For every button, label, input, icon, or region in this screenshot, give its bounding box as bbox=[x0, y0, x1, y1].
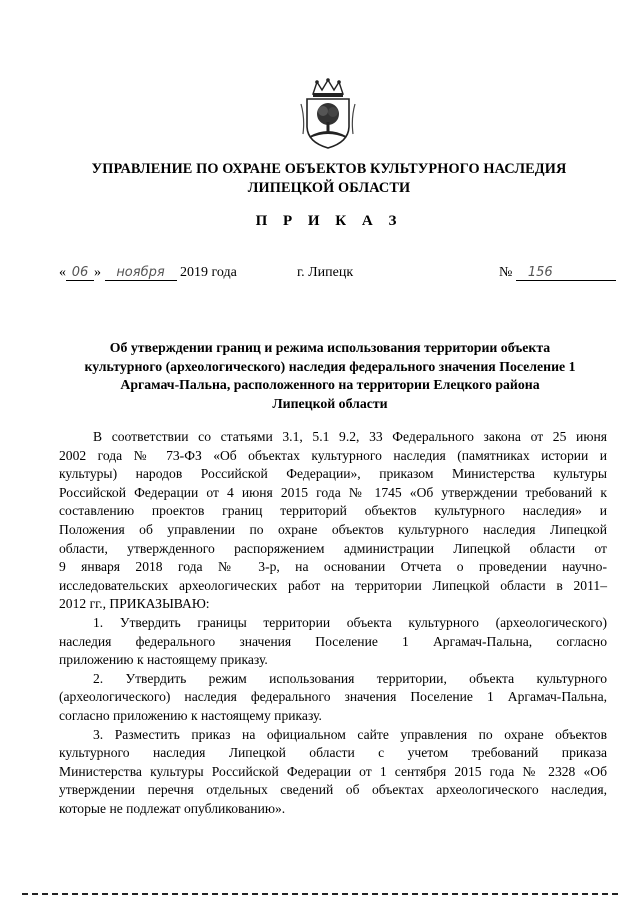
body-line: 2. Утвердить режим использования территории, объекта культурного bbox=[93, 670, 607, 686]
order-number: 156 bbox=[516, 265, 616, 281]
order-day: 06 bbox=[66, 265, 94, 281]
date-quote-close: » bbox=[94, 265, 101, 280]
subject-line: Аргамач-Пальна, расположенного на территории Елецкого района bbox=[120, 377, 540, 393]
org-header-line-2: ЛИПЕЦКОЙ ОБЛАСТИ bbox=[247, 180, 411, 196]
body-line: 2012 гг., ПРИКАЗЫВАЮ: bbox=[59, 596, 210, 612]
body-line: 2002 года № 73-ФЗ «Об объектах культурного наследия (памятниках истории и bbox=[59, 447, 607, 463]
body-line: составлению проектов границ территорий объектов культурного наследия» и bbox=[59, 503, 607, 519]
body-line: 3. Разместить приказ на официальном сайте управления по охране объектов bbox=[93, 726, 607, 742]
order-year: 2019 года bbox=[180, 265, 237, 280]
body-line: приложению к настоящему приказу. bbox=[59, 652, 268, 668]
order-month: ноября bbox=[105, 265, 177, 281]
body-line: согласно приложению к настоящему приказу. bbox=[59, 707, 322, 723]
body-line: утверждении перечня отдельных сведений об объектах археологического наследия, bbox=[59, 782, 607, 798]
subject-line: Об утверждении границ и режима использования территории объекта bbox=[109, 340, 551, 355]
body-line: (археологического) наследия федерального значения Поселение 1 Аргамач-Пальна, bbox=[59, 689, 607, 705]
body-line: Положения об управлении по охране объектов культурного наследия Липецкой bbox=[59, 521, 607, 537]
document-type-title: П Р И К А З bbox=[255, 213, 403, 229]
body-line: наследия федерального значения Поселение 1 Аргамач-Пальна, согласно bbox=[59, 633, 607, 649]
body-line: 1. Утвердить границы территории объекта культурного (археологического) bbox=[93, 614, 607, 630]
subject-line: Липецкой области bbox=[272, 395, 388, 411]
body-line: Российской Федерации от 4 июня 2015 года № 1745 «Об утверждении требований к bbox=[59, 484, 607, 500]
body-line: Министерства культуры Российской Федерации от 1 сентября 2015 года № 2328 «Об bbox=[59, 763, 607, 779]
org-header-line-1: УПРАВЛЕНИЕ ПО ОХРАНЕ ОБЪЕКТОВ КУЛЬТУРНОГО НАСЛЕДИЯ bbox=[91, 161, 567, 177]
page-bottom-divider bbox=[22, 893, 618, 895]
body-line: исследовательских археологических работ на территории Липецкой области в 2011– bbox=[59, 577, 607, 593]
order-subject bbox=[80, 339, 580, 413]
order-date bbox=[59, 265, 237, 281]
body-line: которые не подлежат опубликованию». bbox=[59, 800, 286, 816]
order-number-field bbox=[499, 265, 616, 281]
body-line: области, утвержденного распоряжением администрации Липецкой области от bbox=[59, 540, 607, 556]
order-body bbox=[59, 428, 607, 818]
body-line: культурного наследия Липецкой области с учетом требований приказа bbox=[59, 745, 607, 761]
body-line: 9 января 2018 года № 3-р, на основании Отчета о проведении научно- bbox=[59, 559, 607, 575]
subject-line: культурного (археологического) наследия федерального значения Поселение 1 bbox=[84, 358, 576, 374]
order-city: г. Липецк bbox=[297, 265, 354, 280]
body-line: культуры) народов Российской Федерации», приказом Министерства культуры bbox=[59, 466, 607, 482]
number-sign: № bbox=[499, 265, 513, 280]
coat-of-arms-emblem bbox=[299, 78, 357, 150]
date-quote-open: « bbox=[59, 265, 66, 280]
body-line: В соответствии со статьями 3.1, 5.1 9.2, 33 Федерального закона от 25 июня bbox=[93, 429, 607, 444]
